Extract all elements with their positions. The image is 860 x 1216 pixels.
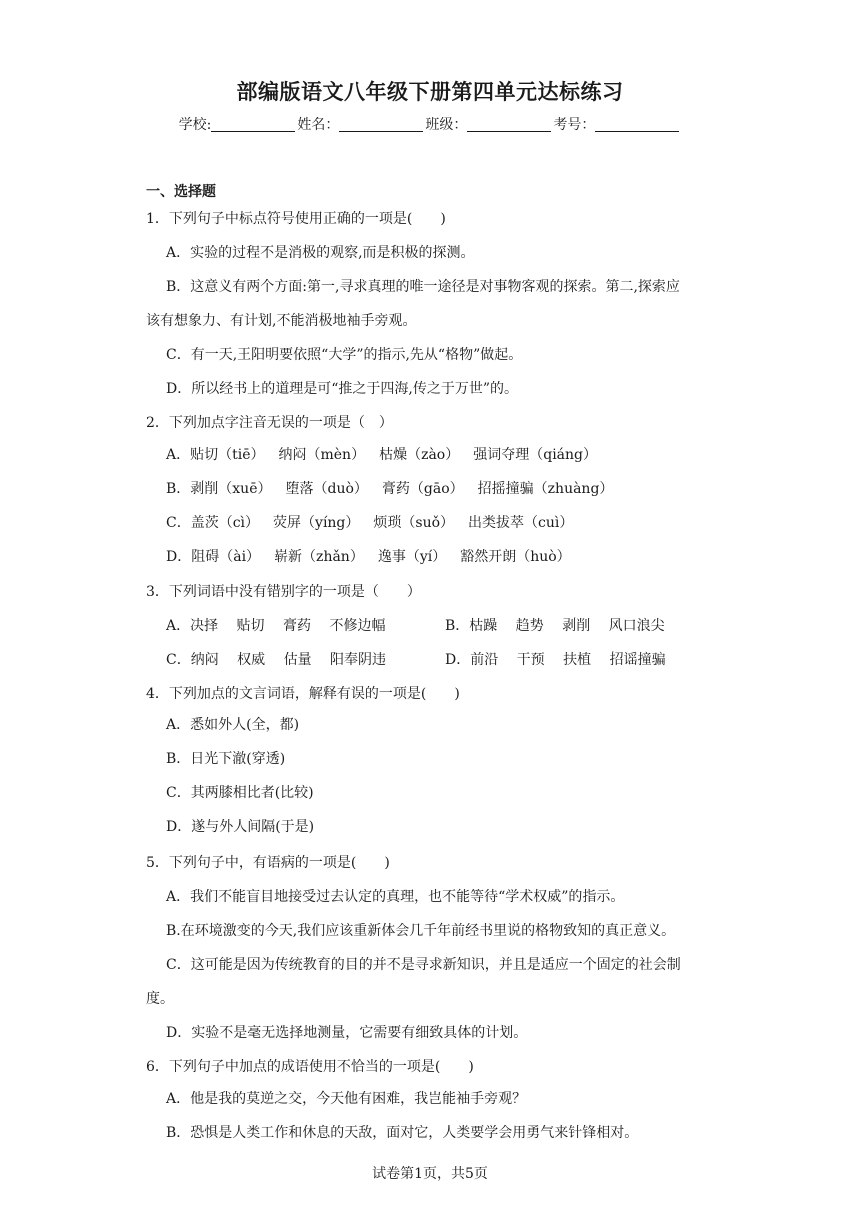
word: 烦琐（suǒ） xyxy=(373,515,455,531)
question-3-option-d: D．前沿 干预 扶植 招谣撞骗 xyxy=(445,652,666,668)
question-2-option-c xyxy=(166,512,587,532)
question-5-option-a: A．我们不能盲目地接受过去认定的真理，也不能等待“学术权威”的指示。 xyxy=(166,889,625,905)
word: 膏药（gāo） xyxy=(381,481,464,497)
word: 枯燥（zào） xyxy=(379,447,460,463)
question-5-option-c-line2: 度。 xyxy=(146,991,174,1007)
word: D．阻碍（ài） xyxy=(166,549,261,565)
class-label: 班级： xyxy=(425,117,468,133)
question-1-stem: 1．下列句子中标点符号使用正确的一项是( ) xyxy=(146,211,446,227)
exam-title: 部编版语文八年级下册第四单元达标练习 xyxy=(236,79,624,104)
question-5-option-d: D．实验不是毫无选择地测量，它需要有细致具体的计划。 xyxy=(166,1025,528,1041)
student-info-line xyxy=(0,114,860,134)
word: 纳闷（mèn） xyxy=(278,447,366,463)
question-4-option-a: A．悉如外人(全，都) xyxy=(166,717,300,733)
question-4-option-d: D．遂与外人间隔(于是) xyxy=(166,819,315,835)
word: 强词夺理（qiáng） xyxy=(473,447,597,463)
question-4-option-b: B．日光下澈(穿透) xyxy=(166,751,286,767)
word: 豁然开朗（huò） xyxy=(460,549,571,565)
question-2-option-a xyxy=(166,444,611,464)
word: 逸事（yí） xyxy=(377,549,447,565)
word: B．剥削（xuē） xyxy=(166,481,272,497)
question-1-option-a: A．实验的过程不是消极的观察,而是积极的探测。 xyxy=(166,245,475,261)
question-5-stem: 5．下列句子中，有语病的一项是( ) xyxy=(146,855,390,871)
question-4-stem: 4．下列加点的文言词语，解释有误的一项是( ) xyxy=(146,686,460,702)
question-4-option-c: C．其两膝相比者(比较) xyxy=(166,785,314,801)
question-6-option-a: A．他是我的莫逆之交，今天他有困难，我岂能袖手旁观？ xyxy=(166,1091,527,1107)
word: C．盖茨（cì） xyxy=(166,515,260,531)
question-1-option-b-line1: B．这意义有两个方面:第一,寻求真理的唯一途径是对事物客观的探索。第二,探索应 xyxy=(166,279,680,295)
name-blank[interactable] xyxy=(339,117,423,132)
word: 堕落（duò） xyxy=(285,481,368,497)
question-1-option-c: C．有一天,王阳明要依照“大学”的指示,先从“格物”做起。 xyxy=(166,347,523,363)
word: 招摇撞骗（zhuàng） xyxy=(477,481,614,497)
section-heading: 一、选择题 xyxy=(146,184,216,200)
exam-number-blank[interactable] xyxy=(595,117,679,132)
school-blank[interactable] xyxy=(211,117,295,132)
question-3-stem: 3．下列词语中没有错别字的一项是（ ） xyxy=(146,584,421,600)
question-1-option-b-line2: 该有想象力、有计划,不能消极地袖手旁观。 xyxy=(146,313,417,329)
question-3-option-b: B．枯躁 趋势 剥削 风口浪尖 xyxy=(445,618,665,634)
question-2-option-b xyxy=(166,478,627,498)
school-label: 学校: xyxy=(178,117,212,133)
question-2-option-d xyxy=(166,546,585,566)
question-2-stem: 2．下列加点字注音无误的一项是（ ） xyxy=(146,415,393,431)
exam-number-label: 考号： xyxy=(553,117,596,133)
page-footer: 试卷第1页，共5页 xyxy=(372,1166,488,1182)
name-label: 姓名： xyxy=(297,117,340,133)
word: 出类拔萃（cuì） xyxy=(468,515,574,531)
question-6-stem: 6．下列句子中加点的成语使用不恰当的一项是( ) xyxy=(146,1059,474,1075)
word: 荧屏（yíng） xyxy=(273,515,360,531)
question-3-option-c: C．纳闷 权威 估量 阳奉阴违 xyxy=(166,652,387,668)
question-6-option-b: B．恐惧是人类工作和休息的天敌，面对它，人类要学会用勇气来针锋相对。 xyxy=(166,1125,639,1141)
word: 崭新（zhǎn） xyxy=(274,549,364,565)
question-1-option-d: D．所以经书上的道理是可“推之于四海,传之于万世”的。 xyxy=(166,381,518,397)
question-5-option-c-line1: C．这可能是因为传统教育的目的并不是寻求新知识，并且是适应一个固定的社会制 xyxy=(166,957,681,973)
class-blank[interactable] xyxy=(467,117,551,132)
word: A．贴切（tiē） xyxy=(166,447,265,463)
question-3-option-a: A．决择 贴切 膏药 不修边幅 xyxy=(166,618,386,634)
question-5-option-b: B.在环境激变的今天,我们应该重新体会几千年前经书里说的格物致知的真正意义。 xyxy=(166,923,676,939)
